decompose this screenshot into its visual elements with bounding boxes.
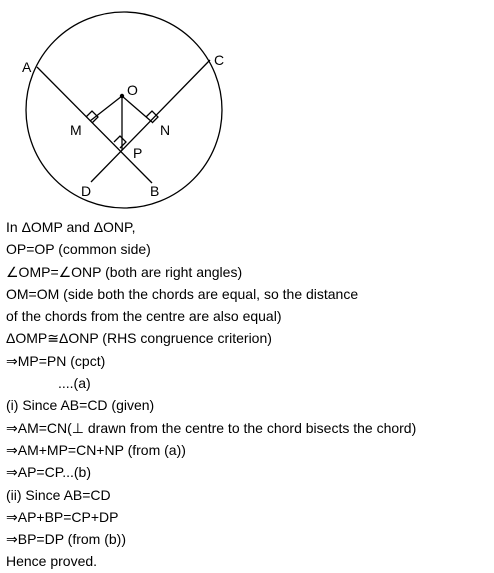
proof-line: ....(a) [58,375,91,392]
proof-line: (ii) Since AB=CD [6,486,111,503]
circle-chord-diagram [0,0,494,212]
centre-point [120,94,124,98]
proof-line: OP=OP (common side) [6,241,151,258]
proof-line: ⇒AP=CP...(b) [6,464,92,481]
label-c: C [214,52,225,68]
proof-line: OM=OM (side both the chords are equal, so the distance [6,285,359,302]
proof-line: ⇒AP+BP=CP+DP [6,508,119,525]
circle [26,12,225,208]
label-o: O [127,82,138,98]
label-p: P [133,145,143,161]
label-b: B [150,183,160,199]
proof-line: of the chords from the centre are also equal) [6,308,282,325]
proof-line: ⇒AM+MP=CN+NP (from (a)) [6,441,186,458]
proof-line: ⇒AM=CN(⊥ drawn from the centre to the chord bisects the chord) [6,419,417,436]
proof-line: (i) Since AB=CD (given) [6,397,155,414]
label-n: N [160,122,171,138]
label-d: D [81,183,92,199]
segment-on [122,96,152,122]
proof-line: ΔOMP≅ΔONP (RHS congruence criterion) [6,330,272,347]
proof-line: In ΔOMP and ΔONP, [6,219,136,235]
right-angle-m [86,111,98,123]
proof-text [6,216,492,573]
label-m: M [70,122,82,138]
proof-line: ⇒MP=PN (cpct) [6,352,106,369]
proof-line: Hence proved. [6,553,98,570]
segment-om [90,96,122,121]
proof-line: ⇒BP=DP (from (b)) [6,531,126,548]
label-a: A [22,59,32,75]
proof-line: ∠OMP=∠ONP (both are right angles) [6,263,243,280]
